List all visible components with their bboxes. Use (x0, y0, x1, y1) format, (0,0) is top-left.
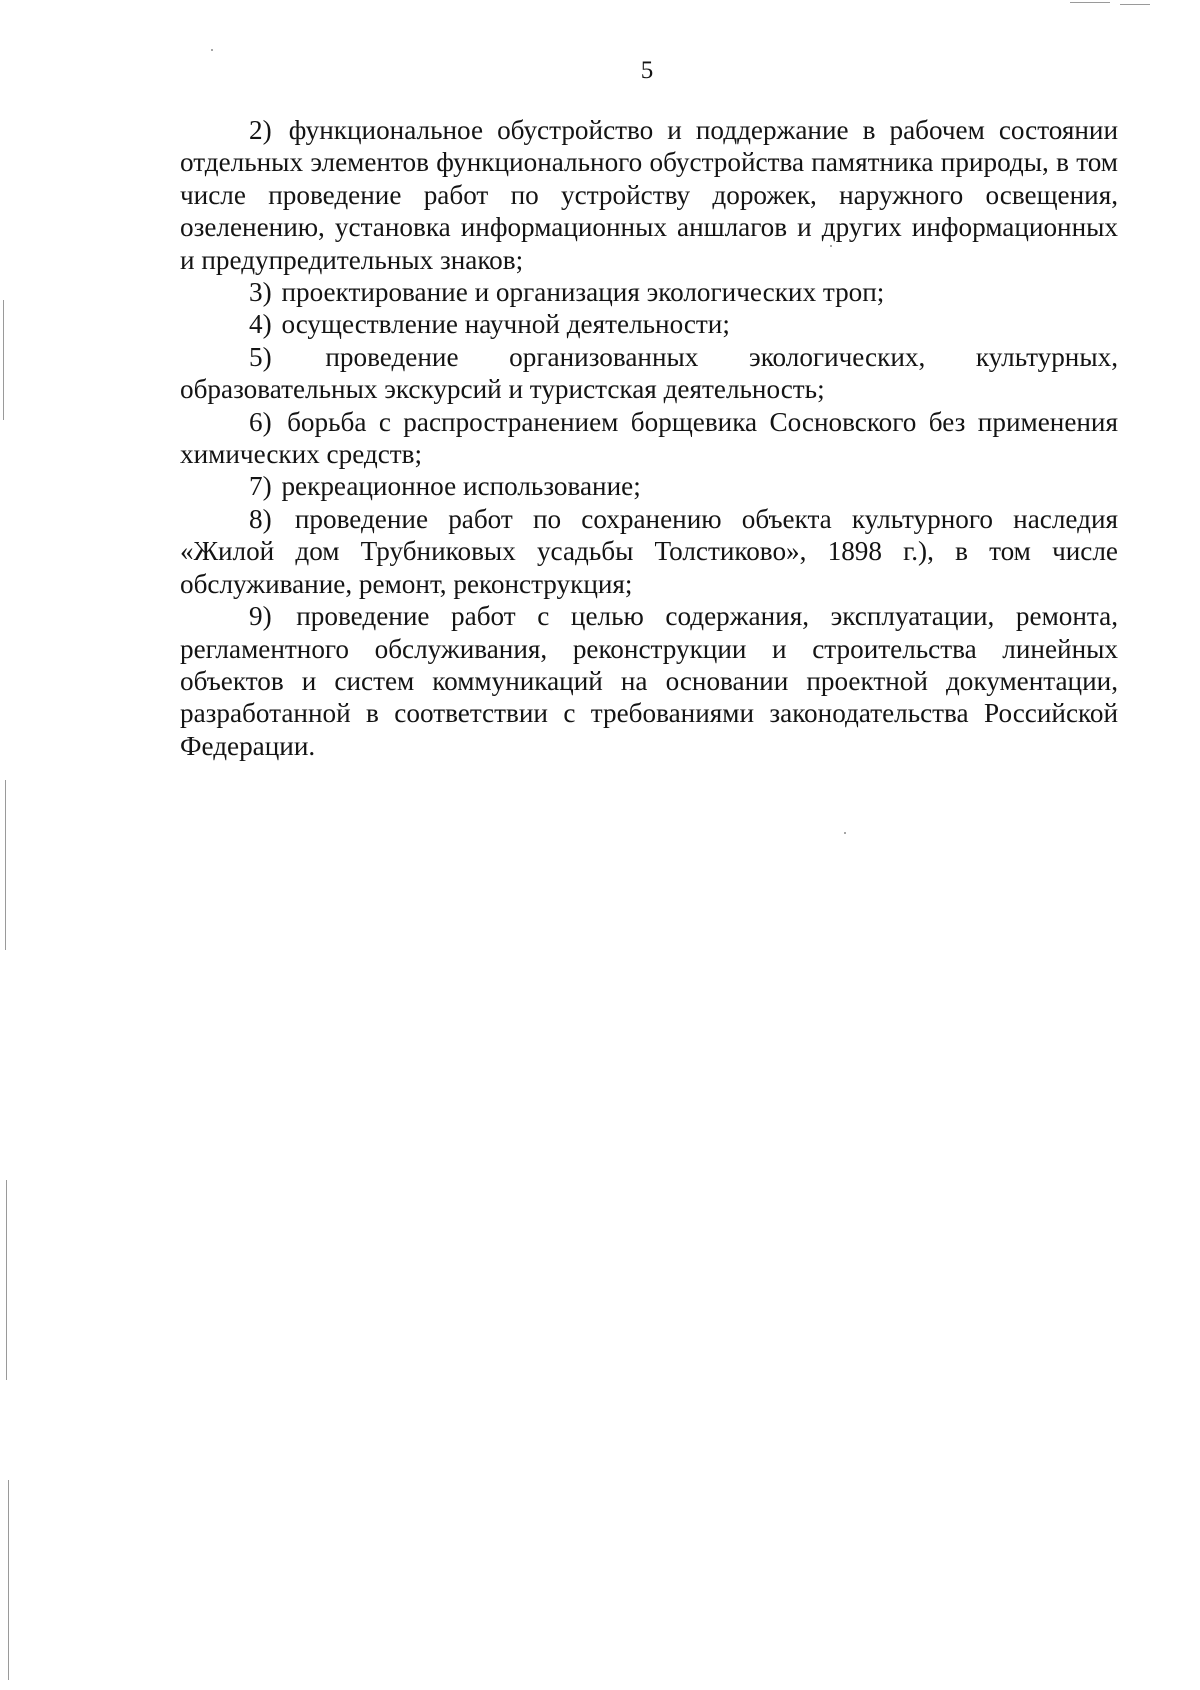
item-number: 6) (249, 406, 272, 437)
item-text: функциональное обустройство и поддержание в рабочем состоянии отдельных элементов функционального обустройства памятника природы, в том числе проведение работ по устройству дорожек, наружного освещения, озеленению, установка информационных аншлагов и других информационных и предупредительных знаков; (180, 115, 1118, 275)
item-number: 5) (249, 341, 272, 372)
item-number: 4) (249, 309, 272, 340)
item-text: проведение организованных экологических, культурных, образовательных экскурсий и туристская деятельность; (180, 341, 1119, 405)
item-number: 2) (249, 115, 272, 145)
list-item-5 (180, 341, 1118, 406)
item-text: осуществление научной деятельности; (281, 309, 730, 340)
item-text: борьба с распространением борщевика Сосновского без применения химических средств; (180, 406, 1118, 470)
item-text: проектирование и организация экологических троп; (281, 277, 885, 308)
list-item-3 (180, 276, 1118, 308)
item-number: 7) (249, 471, 272, 502)
page-number: 5 (640, 57, 654, 84)
scan-edge-left-line-4 (8, 1480, 9, 1680)
body-text (180, 114, 1118, 762)
list-item-9 (180, 600, 1118, 762)
item-text: рекреационное использование; (281, 471, 641, 502)
list-item-6 (180, 406, 1118, 471)
list-item-4 (180, 308, 1118, 340)
item-text: проведение работ по сохранению объекта культурного наследия «Жилой дом Трубниковых усадьбы Толстиково», 1898 г.), в том числе обслуживание, ремонт, реконструкция; (180, 503, 1118, 599)
item-number: 9) (249, 601, 272, 632)
scan-edge-top-dash-2 (1120, 4, 1150, 5)
list-item-2 (180, 114, 1118, 276)
item-number: 3) (249, 277, 272, 308)
scan-edge-left-line (3, 300, 4, 420)
list-item-8 (180, 503, 1118, 600)
list-item-7 (180, 470, 1118, 502)
scan-speck (211, 49, 213, 51)
scan-edge-left-line-3 (6, 1180, 7, 1380)
scan-edge-top-dash (1070, 2, 1110, 3)
item-number: 8) (249, 503, 272, 534)
item-text: проведение работ с целью содержания, эксплуатации, ремонта, регламентного обслуживания, реконструкции и строительства линейных объектов и систем коммуникаций на основании проектной документации, разработанной в соответствии с требованиями законодательства Российской Федерации. (180, 601, 1118, 761)
scan-edge-left-line-2 (5, 780, 6, 950)
scan-speck (844, 832, 846, 834)
